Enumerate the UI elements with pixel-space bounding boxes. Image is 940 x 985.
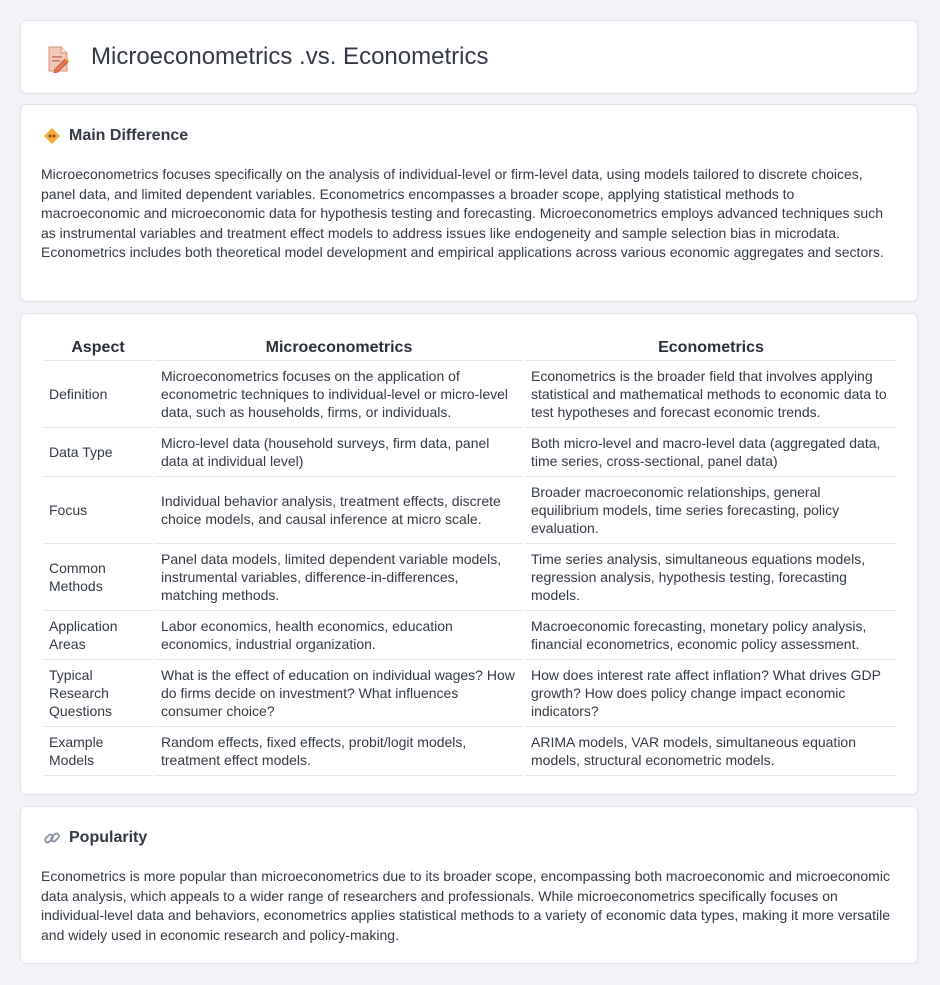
popularity-card	[20, 806, 918, 964]
row-aspect: Definition	[43, 361, 153, 428]
row-aspect: Common Methods	[43, 544, 153, 611]
row-econ: How does interest rate affect inflation? What drives GDP growth? How does policy change impact economic indicators?	[525, 660, 897, 727]
row-econ: Broader macroeconomic relationships, general equilibrium models, time series forecasting, policy evaluation.	[525, 477, 897, 544]
link-icon	[43, 829, 61, 847]
row-micro: Random effects, fixed effects, probit/logit models, treatment effect models.	[155, 727, 523, 776]
row-aspect: Typical Research Questions	[43, 660, 153, 727]
header-microeconometrics: Microeconometrics	[155, 334, 523, 361]
row-econ: Macroeconomic forecasting, monetary policy analysis, financial econometrics, economic policy assessment.	[525, 611, 897, 660]
table-row	[43, 611, 897, 660]
row-aspect: Data Type	[43, 428, 153, 477]
row-micro: Panel data models, limited dependent variable models, instrumental variables, difference-in-differences, matching methods.	[155, 544, 523, 611]
comparison-card	[20, 313, 918, 795]
header-aspect: Aspect	[43, 334, 153, 361]
row-econ: Econometrics is the broader field that involves applying statistical and mathematical methods to economic data to test hypotheses and forecast economic trends.	[525, 361, 897, 428]
row-aspect: Example Models	[43, 727, 153, 776]
popularity-heading	[43, 829, 147, 847]
main-difference-text: Microeconometrics focuses specifically on the analysis of individual-level or firm-level data, using models tailored to discrete choices, panel data, and limited dependent variables. Econometrics encompasses a broader scope, applying statistical methods to macroeconomic and microeconomic data for hypothesis testing and forecasting. Microeconometrics employs advanced techniques such as instrumental variables and treatment effect models to address issues like endogeneity and sample selection bias in microdata. Econometrics includes both theoretical model development and empirical applications across various economic aggregates and sectors.	[41, 166, 884, 260]
page-title: Microeconometrics .vs. Econometrics	[91, 43, 489, 70]
popularity-text: Econometrics is more popular than microeconometrics due to its broader scope, encompassing both macroeconomic and microeconomic data analysis, which appeals to a wider range of researchers and professionals. While microeconometrics specifically focuses on individual-level data and behaviors, econometrics applies statistical methods to a variety of economic data types, making it more versatile and widely used in economic research and policy-making.	[41, 868, 890, 943]
table-row	[43, 361, 897, 428]
diamond-bubble-icon	[43, 127, 61, 145]
header-econometrics: Econometrics	[525, 334, 897, 361]
document-edit-icon	[45, 45, 71, 73]
row-aspect: Focus	[43, 477, 153, 544]
title-card	[20, 20, 918, 94]
comparison-table	[41, 334, 899, 776]
row-micro: Labor economics, health economics, education economics, industrial organization.	[155, 611, 523, 660]
row-micro: Micro-level data (household surveys, firm data, panel data at individual level)	[155, 428, 523, 477]
table-row	[43, 660, 897, 727]
popularity-title: Popularity	[69, 829, 148, 846]
row-micro: Microeconometrics focuses on the application of econometric techniques to individual-level or micro-level data, such as households, firms, or individuals.	[155, 361, 523, 428]
table-row	[43, 428, 897, 477]
table-row	[43, 477, 897, 544]
main-difference-heading	[43, 127, 188, 145]
table-row	[43, 544, 897, 611]
row-econ: ARIMA models, VAR models, simultaneous equation models, structural econometric models.	[525, 727, 897, 776]
row-micro: Individual behavior analysis, treatment effects, discrete choice models, and causal inference at micro scale.	[155, 477, 523, 544]
row-aspect: Application Areas	[43, 611, 153, 660]
row-micro: What is the effect of education on individual wages? How do firms decide on investment? What influences consumer choice?	[155, 660, 523, 727]
main-difference-title: Main Difference	[69, 127, 189, 144]
table-header-row	[43, 334, 897, 361]
main-difference-card	[20, 104, 918, 302]
table-row	[43, 727, 897, 776]
row-econ: Time series analysis, simultaneous equations models, regression analysis, hypothesis testing, forecasting models.	[525, 544, 897, 611]
row-econ: Both micro-level and macro-level data (aggregated data, time series, cross-sectional, panel data)	[525, 428, 897, 477]
